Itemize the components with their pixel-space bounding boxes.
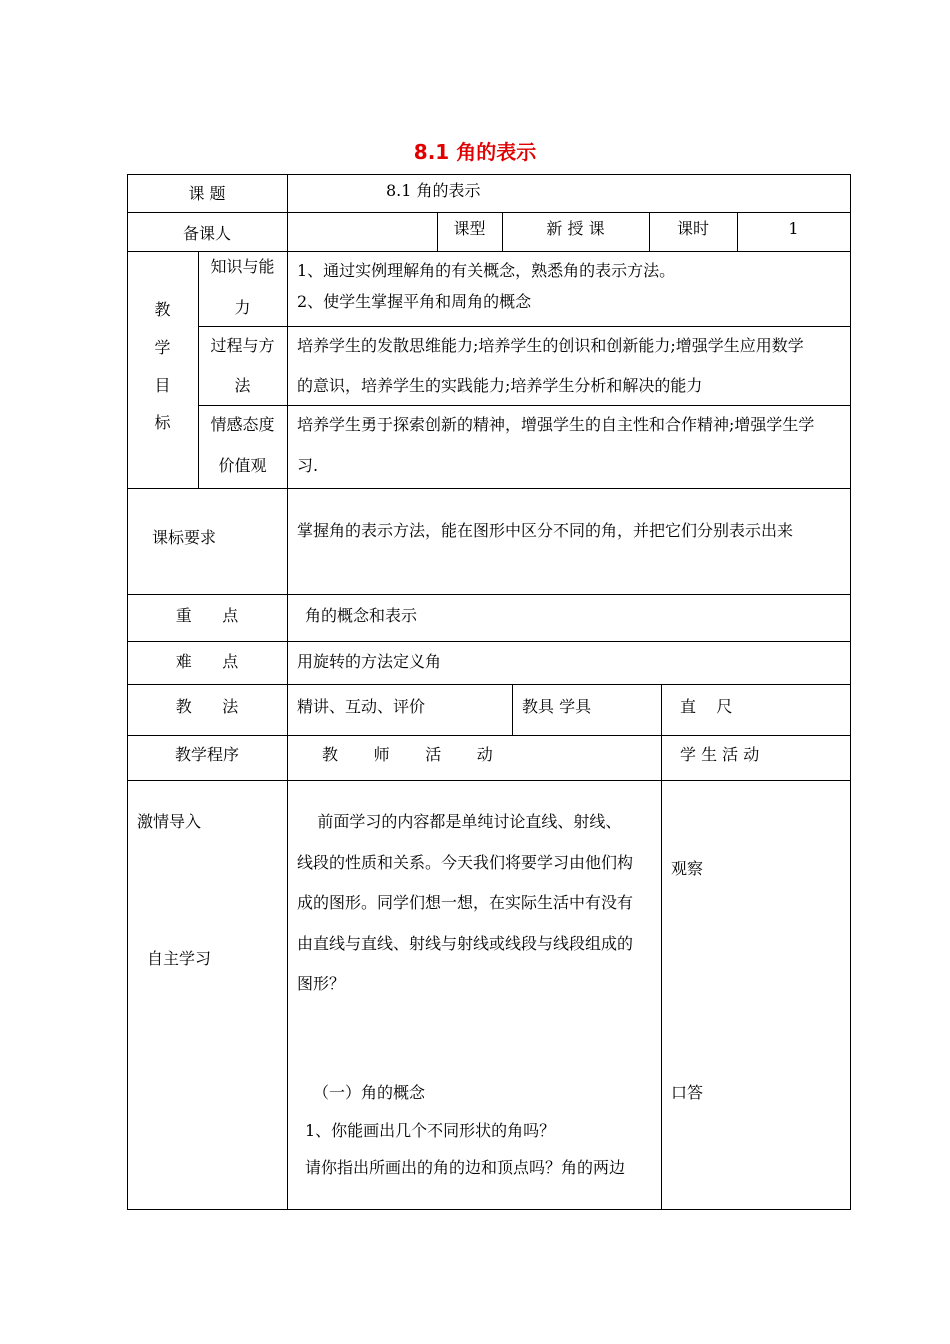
method-text: 精讲、互动、评价	[297, 697, 426, 716]
hours-label: 课时	[676, 219, 709, 238]
difficulty-label: 难 点	[175, 652, 239, 671]
tools-text: 直 尺	[680, 697, 733, 716]
type-label: 课型	[453, 219, 486, 238]
preparer-label: 备课人	[182, 224, 231, 243]
stage-intro: 激情导入	[137, 812, 202, 831]
difficulty-text: 用旋转的方法定义角	[297, 652, 442, 671]
method-label: 教 法	[175, 697, 239, 716]
course-label: 课 题	[188, 184, 226, 203]
section-heading: （一）角的概念	[313, 1083, 426, 1102]
standard-text: 掌握角的表示方法，能在图形中区分不同的角，并把它们分别表示出来	[297, 521, 794, 540]
standard-label: 课标要求	[152, 528, 217, 547]
course-value: 8.1 角的表示	[386, 181, 481, 200]
procedure-label: 教学程序	[174, 745, 239, 764]
teacher-activity-header: 教 师 活 动	[322, 745, 493, 764]
hours-value: 1	[788, 219, 799, 238]
type-value: 新 授 课	[546, 219, 605, 238]
question-1: 1、你能画出几个不同形状的角吗？	[305, 1121, 556, 1140]
key-point-label: 重 点	[175, 606, 239, 625]
page-title: 8.1 角的表示	[413, 140, 537, 164]
question-2: 请你指出所画出的角的边和顶点吗？角的两边	[305, 1158, 626, 1177]
stage-self-study: 自主学习	[147, 949, 212, 968]
student-activity-observe: 观察	[671, 859, 704, 878]
key-point-text: 角的概念和表示	[305, 606, 418, 625]
student-activity-header: 学 生 活 动	[680, 745, 760, 764]
student-activity-answer: 口答	[671, 1083, 704, 1102]
tools-label: 教具 学具	[522, 697, 592, 716]
